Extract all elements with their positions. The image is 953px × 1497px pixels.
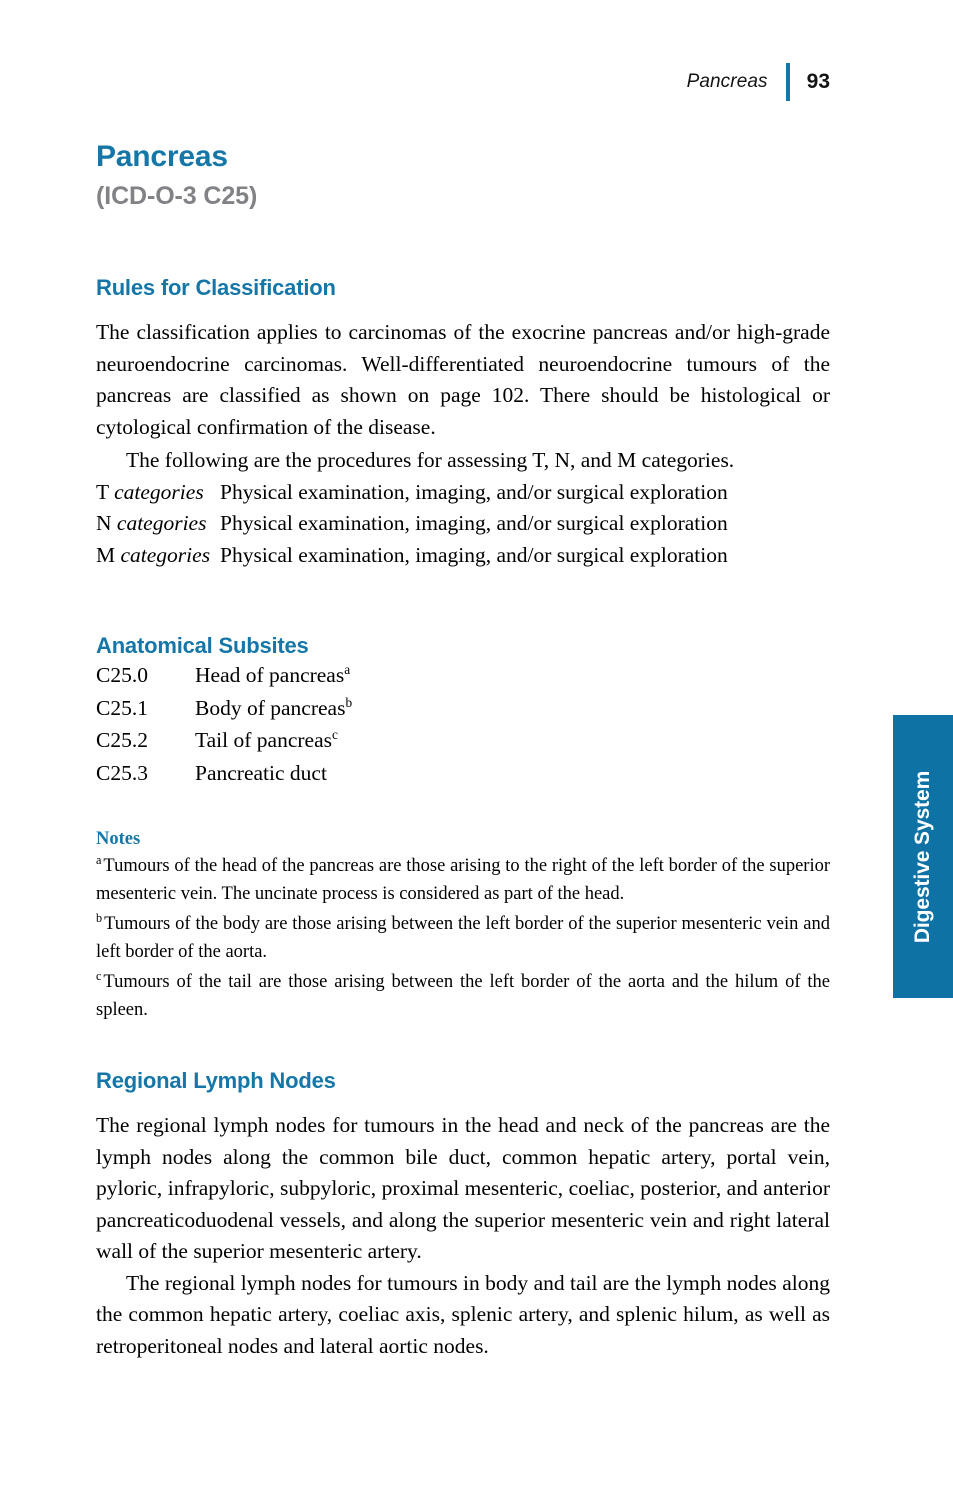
subsite-note-ref: a: [344, 661, 351, 677]
table-row: [96, 540, 728, 572]
subsite-label-cell: [195, 659, 352, 692]
subsite-note-ref: b: [345, 694, 353, 710]
tnm-categories-table: [96, 477, 728, 572]
subsite-label-cell: [195, 724, 352, 757]
notes-heading: Notes: [96, 829, 141, 849]
list-item: [96, 757, 352, 790]
table-row: [96, 477, 728, 509]
subsite-label: Body of pancreas: [195, 695, 346, 720]
list-item: [96, 659, 352, 692]
category-label-n: [96, 508, 220, 540]
category-procedure-m: Physical examination, imaging, and/or surgical exploration: [220, 542, 728, 567]
note-body: Tumours of the tail are those arising between the left border of the aorta and the hilum of the spleen.: [96, 972, 830, 1020]
subsite-code: C25.1: [96, 695, 148, 720]
subsite-label-cell: [195, 692, 352, 725]
category-label-t: [96, 477, 220, 509]
procedures-intro-paragraph: The following are the procedures for assessing T, N, and M categories.: [126, 448, 735, 472]
category-letter: N: [96, 511, 112, 535]
page-title: Pancreas: [96, 140, 228, 173]
lymph-nodes-paragraph-1: The regional lymph nodes for tumours in the head and neck of the pancreas are the lymph nodes along the common bile duct, common hepatic artery, portal vein, pyloric, infrapyloric, subpyloric, proximal mesenteric, coeliac, posterior, and anterior pancreaticoduodenal vessels, and along the superior mesenteric vein and right lateral wall of the superior mesenteric artery.: [96, 1113, 830, 1263]
list-item: [96, 724, 352, 757]
subsite-label: Pancreatic duct: [195, 760, 327, 785]
subsite-label: Head of pancreas: [195, 663, 345, 687]
note-body: Tumours of the body are those arising between the left border of the superior mesenteric vein and left border of the aorta.: [96, 914, 830, 962]
lymph-nodes-paragraph-2: The regional lymph nodes for tumours in body and tail are the lymph nodes along the common hepatic artery, coeliac axis, splenic artery, and splenic hilum, as well as retroperitoneal nodes and lateral aortic nodes.: [96, 1270, 830, 1358]
rules-paragraph: The classification applies to carcinomas of the exocrine pancreas and/or high-grade neuroendocrine carcinomas. Well-differentiated neuroendocrine tumours of the pancreas are classified as shown on page 102. There should be histological or cytological confirmation of the disease.: [96, 320, 830, 439]
section-heading-anatomical-subsites: Anatomical Subsites: [96, 633, 309, 658]
side-thumb-tab-label: Digestive System: [911, 770, 934, 943]
subsite-label-cell: [195, 757, 352, 790]
note-b: [96, 908, 830, 966]
category-procedure-t: Physical examination, imaging, and/or surgical exploration: [220, 479, 728, 504]
running-header-title: Pancreas: [686, 71, 768, 92]
category-letter: M: [96, 542, 116, 567]
note-a: [96, 850, 830, 908]
page-number: 93: [806, 70, 830, 93]
category-procedure-n: Physical examination, imaging, and/or surgical exploration: [220, 511, 728, 535]
table-row: [96, 508, 728, 540]
page-subtitle: (ICD-O-3 C25): [96, 182, 258, 210]
subsite-code: C25.3: [96, 760, 148, 785]
section-heading-regional-lymph-nodes: Regional Lymph Nodes: [96, 1068, 336, 1093]
category-label-m: [96, 540, 220, 572]
page-content: [96, 0, 830, 1362]
subsite-code: C25.0: [96, 663, 148, 687]
note-c: [96, 966, 830, 1024]
anatomical-subsites-list: [96, 659, 352, 789]
category-letter: T: [96, 479, 109, 504]
note-marker: a: [96, 852, 102, 867]
subsite-label: Tail of pancreas: [195, 728, 332, 752]
note-marker: b: [96, 910, 103, 925]
category-word: categories: [116, 511, 207, 535]
side-thumb-tab-digestive-system: [893, 715, 953, 998]
subsite-note-ref: c: [331, 726, 338, 742]
section-heading-rules-for-classification: Rules for Classification: [96, 275, 336, 300]
note-marker: c: [96, 968, 102, 983]
subsite-code: C25.2: [96, 728, 148, 752]
list-item: [96, 692, 352, 725]
category-word: categories: [114, 479, 204, 504]
note-body: Tumours of the head of the pancreas are those arising to the right of the left border of the superior mesenteric vein. The uncinate process is considered as part of the head.: [96, 856, 830, 904]
category-word: categories: [120, 542, 211, 567]
